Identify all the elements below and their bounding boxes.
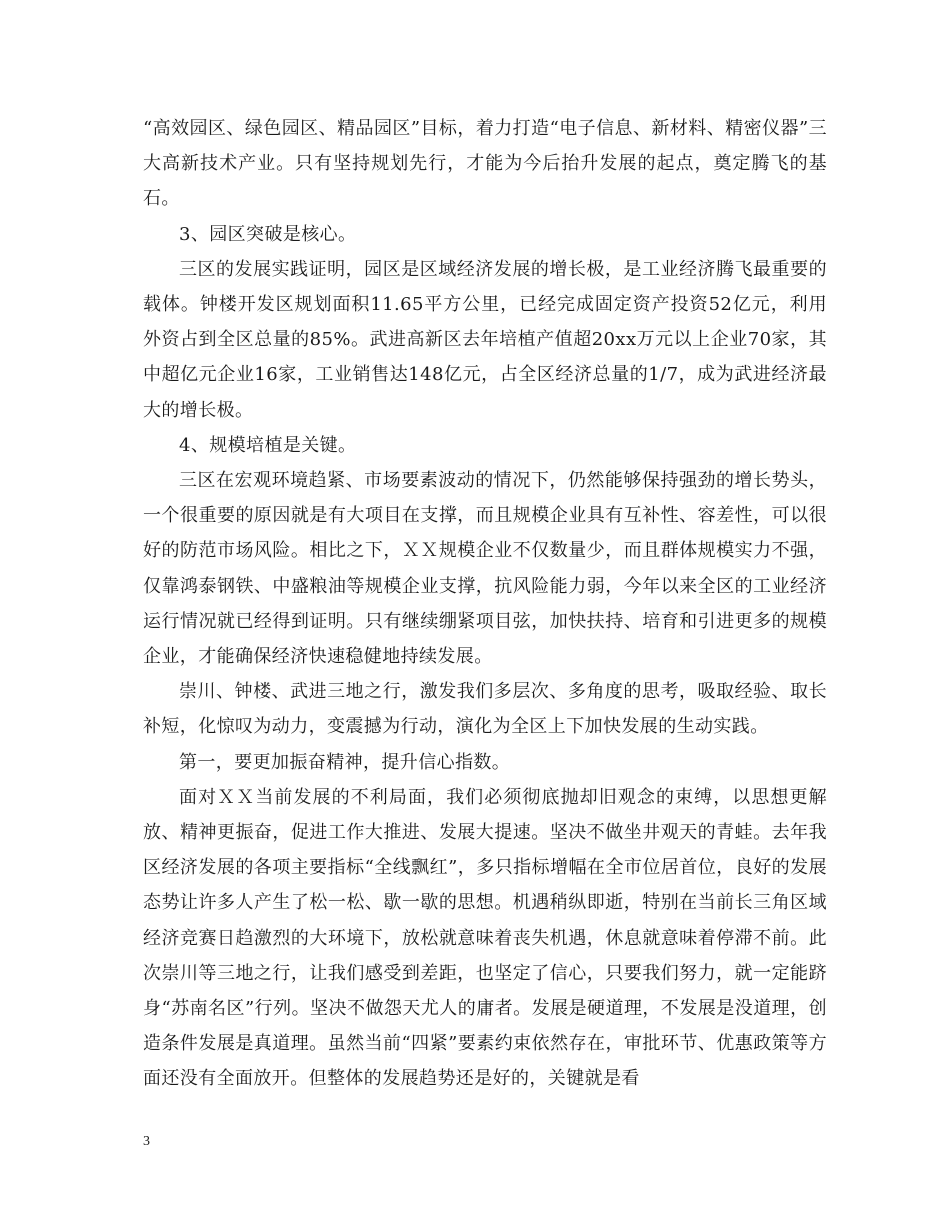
paragraph-1: “高效园区、绿色园区、精品园区”目标，着力打造“电子信息、新材料、精密仪器”三大高新技术产业。只有坚持规划先行，才能为今后抬升发展的起点，奠定腾飞的基石。	[143, 118, 827, 210]
page-number: 3	[143, 1134, 150, 1149]
heading-first-point: 第一，要更加振奋精神，提升信心指数。	[179, 751, 511, 773]
document-body	[143, 111, 827, 1097]
paragraph-trip-reflection: 崇川、钟楼、武进三地之行，激发我们多层次、多角度的思考，吸取经验、取长补短，化惊叹为动力，变震撼为行动，演化为全区上下加快发展的生动实践。	[143, 681, 827, 738]
paragraph-confidence: 面对ＸＸ当前发展的不利局面，我们必须彻底抛却旧观念的束缚，以思想更解放、精神更振奋，促进工作大推进、发展大提速。坚决不做坐井观天的青蛙。去年我区经济发展的各项主要指标“全线飘红”，多只指标增幅在全市位居首位，良好的发展态势让许多人产生了松一松、歇一歇的思想。机遇稍纵即逝，特别在当前长三角区域经济竞赛日趋激烈的大环境下，放松就意味着丧失机遇，休息就意味着停滞不前。此次崇川等三地之行，让我们感受到差距，也坚定了信心，只要我们努力，就一定能跻身“苏南名区”行列。坚决不做怨天尤人的庸者。发展是硬道理，不发展是没道理，创造条件发展是真道理。虽然当前“四紧”要素约束依然存在，审批环节、优惠政策等方面还没有全面放开。但整体的发展趋势还是好的，关键就是看	[143, 786, 827, 1090]
paragraph-park-evidence: 三区的发展实践证明，园区是区域经济发展的增长极，是工业经济腾飞最重要的载体。钟楼开发区规划面积11.65平方公里，已经完成固定资产投资52亿元，利用外资占到全区总量的85%。武进高新区去年培植产值超20xx万元以上企业70家，其中超亿元企业16家，工业销售达148亿元，占全区经济总量的1/7，成为武进经济最大的增长极。	[143, 258, 827, 421]
heading-scale-cultivation: 4、规模培植是关键。	[179, 434, 357, 456]
paragraph-scale-enterprises: 三区在宏观环境趋紧、市场要素波动的情况下，仍然能够保持强劲的增长势头，一个很重要的原因就是有大项目在支撑，而且规模企业具有互补性、容差性，可以很好的防范市场风险。相比之下，ＸＸ规模企业不仅数量少，而且群体规模实力不强，仅靠鸿泰钢铁、中盛粮油等规模企业支撑，抗风险能力弱，今年以来全区的工业经济运行情况就已经得到证明。只有继续绷紧项目弦，加快扶持、培育和引进更多的规模企业，才能确保经济快速稳健地持续发展。	[143, 470, 827, 668]
heading-park-breakthrough: 3、园区突破是核心。	[179, 223, 357, 245]
